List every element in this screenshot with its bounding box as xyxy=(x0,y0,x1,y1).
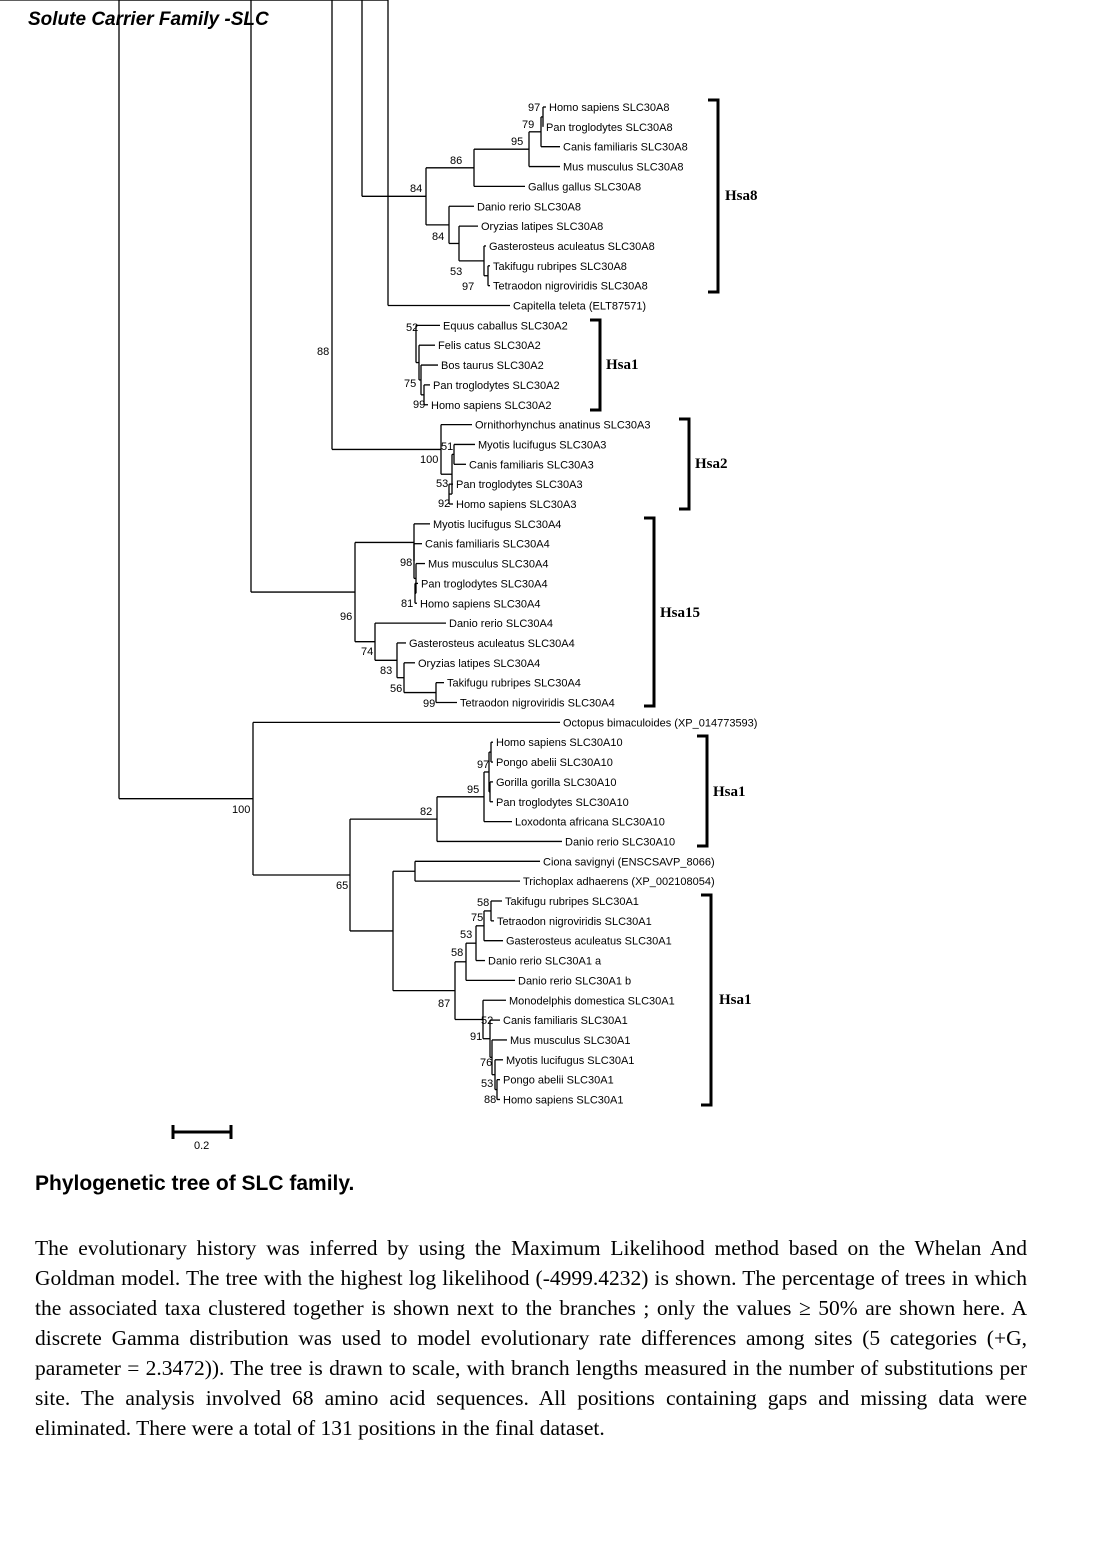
taxon-label: Homo sapiens SLC30A10 xyxy=(496,737,623,750)
taxon-label: Pongo abelii SLC30A1 xyxy=(503,1074,614,1087)
taxon-label: Gasterosteus aculeatus SLC30A4 xyxy=(409,637,575,650)
bootstrap-value: 53 xyxy=(436,478,449,490)
taxon-label: Gorilla gorilla SLC30A10 xyxy=(496,776,617,789)
taxon-label: Octopus bimaculoides (XP_014773593) xyxy=(563,717,758,730)
bootstrap-value: 95 xyxy=(511,136,524,148)
taxon-label: Danio rerio SLC30A10 xyxy=(565,836,676,849)
taxon-label: Equus caballus SLC30A2 xyxy=(443,320,568,333)
bootstrap-value: 97 xyxy=(462,281,475,293)
bootstrap-value: 95 xyxy=(467,784,480,796)
taxon-label: Myotis lucifugus SLC30A4 xyxy=(433,518,562,531)
bootstrap-value: 79 xyxy=(522,119,535,131)
taxon-label: Homo sapiens SLC30A3 xyxy=(456,499,577,511)
bootstrap-value: 58 xyxy=(451,947,464,959)
taxon-label: Gallus gallus SLC30A8 xyxy=(528,181,642,194)
taxon-label: Gasterosteus aculeatus SLC30A8 xyxy=(489,240,655,253)
bootstrap-value: 83 xyxy=(380,665,393,677)
taxon-label: Oryzias latipes SLC30A4 xyxy=(418,657,541,670)
taxon-label: Mus musculus SLC30A1 xyxy=(510,1034,631,1047)
taxon-label: Takifugu rubripes SLC30A8 xyxy=(493,260,627,273)
taxon-label: Homo sapiens SLC30A2 xyxy=(431,399,552,412)
taxon-label: Felis catus SLC30A2 xyxy=(438,340,541,353)
taxon-label: Myotis lucifugus SLC30A3 xyxy=(478,439,607,452)
bootstrap-value: 75 xyxy=(404,378,417,390)
taxon-label: Tetraodon nigroviridis SLC30A1 xyxy=(497,915,652,928)
bootstrap-value: 88 xyxy=(317,346,330,358)
bootstrap-value: 98 xyxy=(400,557,413,569)
taxon-label: Trichoplax adhaerens (XP_002108054) xyxy=(523,876,715,889)
bootstrap-value: 56 xyxy=(390,683,403,695)
group-label: Hsa1 xyxy=(719,992,752,1008)
taxon-label: Takifugu rubripes SLC30A4 xyxy=(447,677,581,690)
taxon-label: Danio rerio SLC30A1 b xyxy=(518,975,632,988)
bootstrap-value: 81 xyxy=(401,598,414,610)
taxon-label: Canis familiaris SLC30A3 xyxy=(469,459,594,472)
taxon-label: Danio rerio SLC30A4 xyxy=(449,618,553,631)
taxon-label: Bos taurus SLC30A2 xyxy=(441,360,544,373)
taxon-label: Pan troglodytes SLC30A8 xyxy=(546,121,673,134)
taxon-label: Danio rerio SLC30A1 a xyxy=(488,955,602,968)
bootstrap-value: 58 xyxy=(477,897,490,909)
group-label: Hsa1 xyxy=(606,357,639,373)
bootstrap-value: 53 xyxy=(460,929,473,941)
taxon-label: Oryzias latipes SLC30A8 xyxy=(481,221,604,234)
bootstrap-value: 84 xyxy=(432,231,445,243)
taxon-label: Ornithorhynchus anatinus SLC30A3 xyxy=(475,419,651,432)
bootstrap-value: 88 xyxy=(484,1094,497,1106)
bootstrap-value: 100 xyxy=(420,454,439,466)
caption-body: The evolutionary history was inferred by using the Maximum Likelihood method based on the Whelan And Goldman model. The tree with the highest log likelihood (-4999.4232) is shown. The percentage of trees in which the associated taxa clustered together is shown next to the branches ; only the values ≥ 50% are shown here. A discrete Gamma distribution was used to model evolutionary rate differences among sites (5 categories (+G, parameter = 2.3472)). The tree is drawn to scale, with branch lengths measured in the number of substitutions per site. The analysis involved 68 amino acid sequences. All positions containing gaps and missing data were eliminated. There were a total of 131 positions in the final dataset. xyxy=(35,1236,1027,1440)
bootstrap-value: 96 xyxy=(340,611,353,623)
taxon-label: Canis familiaris SLC30A8 xyxy=(563,141,688,154)
taxon-label: Pan troglodytes SLC30A10 xyxy=(496,796,629,809)
scale-bar-label: 0.2 xyxy=(194,1140,210,1152)
taxon-label: Monodelphis domestica SLC30A1 xyxy=(509,995,675,1008)
taxon-label: Canis familiaris SLC30A4 xyxy=(425,538,550,551)
bootstrap-value: 84 xyxy=(410,183,423,195)
bootstrap-value: 74 xyxy=(361,646,374,658)
bootstrap-value: 76 xyxy=(480,1057,493,1069)
taxon-label: Myotis lucifugus SLC30A1 xyxy=(506,1054,635,1067)
bootstrap-value: 99 xyxy=(413,399,426,411)
bootstrap-value: 99 xyxy=(423,698,436,710)
taxon-label: Pan troglodytes SLC30A4 xyxy=(421,578,548,591)
bootstrap-value: 51 xyxy=(441,441,454,453)
taxon-label: Pan troglodytes SLC30A3 xyxy=(456,479,583,492)
bootstrap-value: 97 xyxy=(528,102,541,114)
taxon-label: Homo sapiens SLC30A1 xyxy=(503,1094,624,1107)
bootstrap-value: 82 xyxy=(420,806,433,818)
taxon-label: Tetraodon nigroviridis SLC30A8 xyxy=(493,280,648,293)
taxon-label: Pongo abelii SLC30A10 xyxy=(496,757,613,770)
taxon-label: Danio rerio SLC30A8 xyxy=(477,201,581,214)
taxon-label: Homo sapiens SLC30A8 xyxy=(549,102,670,114)
figure-caption: Phylogenetic tree of SLC family. xyxy=(35,1172,355,1195)
bootstrap-value: 100 xyxy=(232,804,251,816)
taxon-label: Homo sapiens SLC30A4 xyxy=(420,598,541,611)
bootstrap-value: 53 xyxy=(450,266,463,278)
bootstrap-value: 97 xyxy=(477,759,490,771)
bootstrap-value: 52 xyxy=(406,322,419,334)
bootstrap-value: 52 xyxy=(481,1015,494,1027)
group-label: Hsa8 xyxy=(725,188,758,204)
bootstrap-value: 92 xyxy=(438,498,451,510)
bootstrap-value: 91 xyxy=(470,1031,483,1043)
group-label: Hsa15 xyxy=(660,605,701,621)
taxon-label: Loxodonta africana SLC30A10 xyxy=(515,816,665,829)
taxon-label: Canis familiaris SLC30A1 xyxy=(503,1015,628,1028)
taxon-label: Takifugu rubripes SLC30A1 xyxy=(505,896,639,908)
taxon-label: Ciona savignyi (ENSCSAVP_8066) xyxy=(543,856,715,869)
page-title: Solute Carrier Family -SLC xyxy=(28,9,269,30)
bootstrap-value: 53 xyxy=(481,1078,494,1090)
group-label: Hsa1 xyxy=(713,784,746,800)
bootstrap-value: 86 xyxy=(450,155,463,167)
taxon-label: Mus musculus SLC30A4 xyxy=(428,558,549,571)
taxon-label: Capitella teleta (ELT87571) xyxy=(513,300,647,313)
bootstrap-value: 87 xyxy=(438,998,451,1010)
taxon-label: Pan troglodytes SLC30A2 xyxy=(433,379,560,392)
bootstrap-value: 65 xyxy=(336,880,349,892)
bootstrap-value: 75 xyxy=(471,912,484,924)
taxon-label: Mus musculus SLC30A8 xyxy=(563,161,684,174)
taxon-label: Gasterosteus aculeatus SLC30A1 xyxy=(506,935,672,948)
group-label: Hsa2 xyxy=(695,456,728,472)
taxon-label: Tetraodon nigroviridis SLC30A4 xyxy=(460,697,615,710)
